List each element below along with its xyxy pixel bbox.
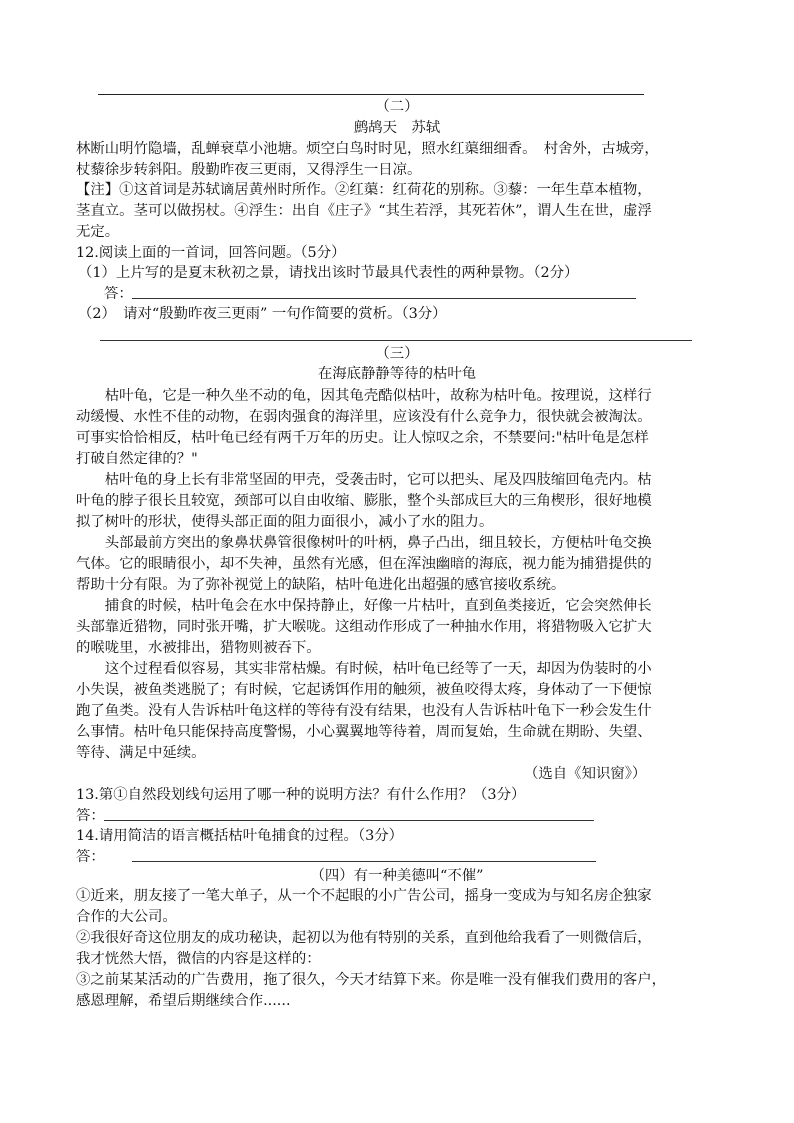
article-line: 捕食的时候，枯叶龟会在水中保持静止，好像一片枯叶，直到鱼类接近，它会突然伸长	[76, 598, 652, 614]
answer-line[interactable]	[132, 298, 636, 299]
annotation-line: 茎直立。茎可以做拐杖。④浮生：出自《庄子》“其生若浮，其死若休”，谓人生在世，虚浮	[76, 203, 652, 219]
article-line: ③之前某某活动的广告费用，拖了很久，今天才结算下来。你是唯一没有催我们费用的客户，	[76, 972, 667, 988]
answer-line[interactable]	[104, 820, 594, 821]
question-12-2: （2） 请对“殷勤昨夜三更雨” 一句作简要的赏析。（3分）	[78, 306, 447, 322]
article-line: 气体。它的眼睛很小，却不失神，虽然有光感，但在浑浊幽暗的海底，视力能为捕猎提供的	[76, 556, 652, 572]
section-3-heading: （三）	[375, 346, 419, 362]
article-line: ②我很好奇这位朋友的成功秘诀，起初以为他有特别的关系，直到他给我看了一则微信后，	[76, 930, 652, 946]
article-source: （选自《知识窗》）	[524, 766, 647, 782]
article-line: 感恩理解，希望后期继续合作......	[76, 993, 291, 1009]
annotation-line: 无定。	[76, 224, 120, 240]
article-line: 么事情。枯叶龟只能保持高度警惕，小心翼翼地等待着，周而复始，生命就在期盼、失望、	[76, 724, 652, 740]
article-line: 合作的大公司。	[76, 909, 177, 925]
answer-line[interactable]	[132, 861, 596, 862]
article-line: 打破自然定律的？"	[76, 451, 198, 467]
poem-line: 林断山明竹隐墙，乱蝉衰草小池塘。烦空白鸟时时见，照水红蕖细细香。 村舍外，古城旁，	[76, 141, 659, 157]
article-line: 枯叶龟，它是一种久坐不动的龟，因其龟壳酷似枯叶，故称为枯叶龟。按理说，这样行	[76, 388, 652, 404]
article-line: 跑了鱼类。没有人告诉枯叶龟这样的等待有没有结果，也没有人告诉枯叶龟下一秒会发生什	[76, 703, 652, 719]
article-line: 头部靠近猎物，同时张开嘴，扩大喉咙。这组动作形成了一种抽水作用，将猎物吸入它扩大	[76, 619, 652, 635]
top-divider-line	[98, 94, 644, 95]
article-line: 动缓慢、水性不佳的动物，在弱肉强食的海洋里，应该没有什么竞争力，很快就会被淘汰。	[76, 409, 652, 425]
article-line: 小失误，被鱼类逃脱了；有时候，它起诱饵作用的触须，被鱼咬得太疼，身体动了一下便惊	[76, 682, 652, 698]
annotation-line: 【注】①这首词是苏轼谪居黄州时所作。②红蕖：红荷花的别称。③藜：一年生草本植物，	[76, 182, 652, 198]
question-13: 13.第①自然段划线句运用了哪一种的说明方法？有什么作用？（3分）	[76, 787, 526, 803]
article-line: ①近来，朋友接了一笔大单子，从一个不起眼的小广告公司，摇身一变成为与知名房企独家	[76, 888, 652, 904]
section-2-heading: （二）	[375, 99, 419, 115]
article-line: 可事实恰恰相反，枯叶龟已经有两千万年的历史。让人惊叹之余，不禁要问:"枯叶龟是怎样	[76, 430, 649, 446]
question-12: 12.阅读上面的一首词，回答问题。（5分）	[76, 245, 346, 261]
article-line: 拟了树叶的形状，使得头部正面的阻力面很小，减小了水的阻力。	[76, 514, 494, 530]
article-line: 我才恍然大悟，微信的内容是这样的：	[76, 951, 321, 967]
article-line: 叶龟的脖子很长且较宽，颈部可以自由收缩、膨胀，整个头部成巨大的三角楔形，很好地模	[76, 493, 652, 509]
question-14: 14.请用简洁的语言概括枯叶龟捕食的过程。（3分）	[76, 828, 404, 844]
article-line: 等待、满足中延续。	[76, 745, 206, 761]
article-line: 帮助十分有限。为了弥补视觉上的缺陷，枯叶龟进化出超强的感官接收系统。	[76, 577, 566, 593]
poem-line: 杖藜徐步转斜阳。殷勤昨夜三更雨，又得浮生一日凉。	[76, 162, 422, 178]
question-12-1: （1）上片写的是夏末秋初之景，请找出该时节最具代表性的两种景物。（2分）	[78, 265, 579, 281]
section-4-heading: （四）有一种美德叫“不催”	[310, 868, 484, 884]
answer-label: 答：	[76, 808, 105, 824]
poem-title: 鹧鸪天 苏轼	[353, 120, 441, 136]
answer-label: 答：	[76, 849, 105, 865]
article-line: 这个过程看似容易，其实非常枯燥。有时候，枯叶龟已经等了一天，却因为伪装时的小	[76, 661, 652, 677]
article-title: 在海底静静等待的枯叶龟	[317, 366, 477, 382]
article-line: 的喉咙里，水被排出，猎物则被吞下。	[76, 640, 321, 656]
answer-label: 答：	[104, 286, 133, 302]
article-line: 头部最前方突出的象鼻状鼻管很像树叶的叶柄，鼻子凸出，细且较长，方便枯叶龟交换	[76, 535, 652, 551]
article-line: 枯叶龟的身上长有非常坚固的甲壳，受袭击时，它可以把头、尾及四肢缩回龟壳内。枯	[76, 472, 652, 488]
answer-line[interactable]	[100, 340, 692, 341]
